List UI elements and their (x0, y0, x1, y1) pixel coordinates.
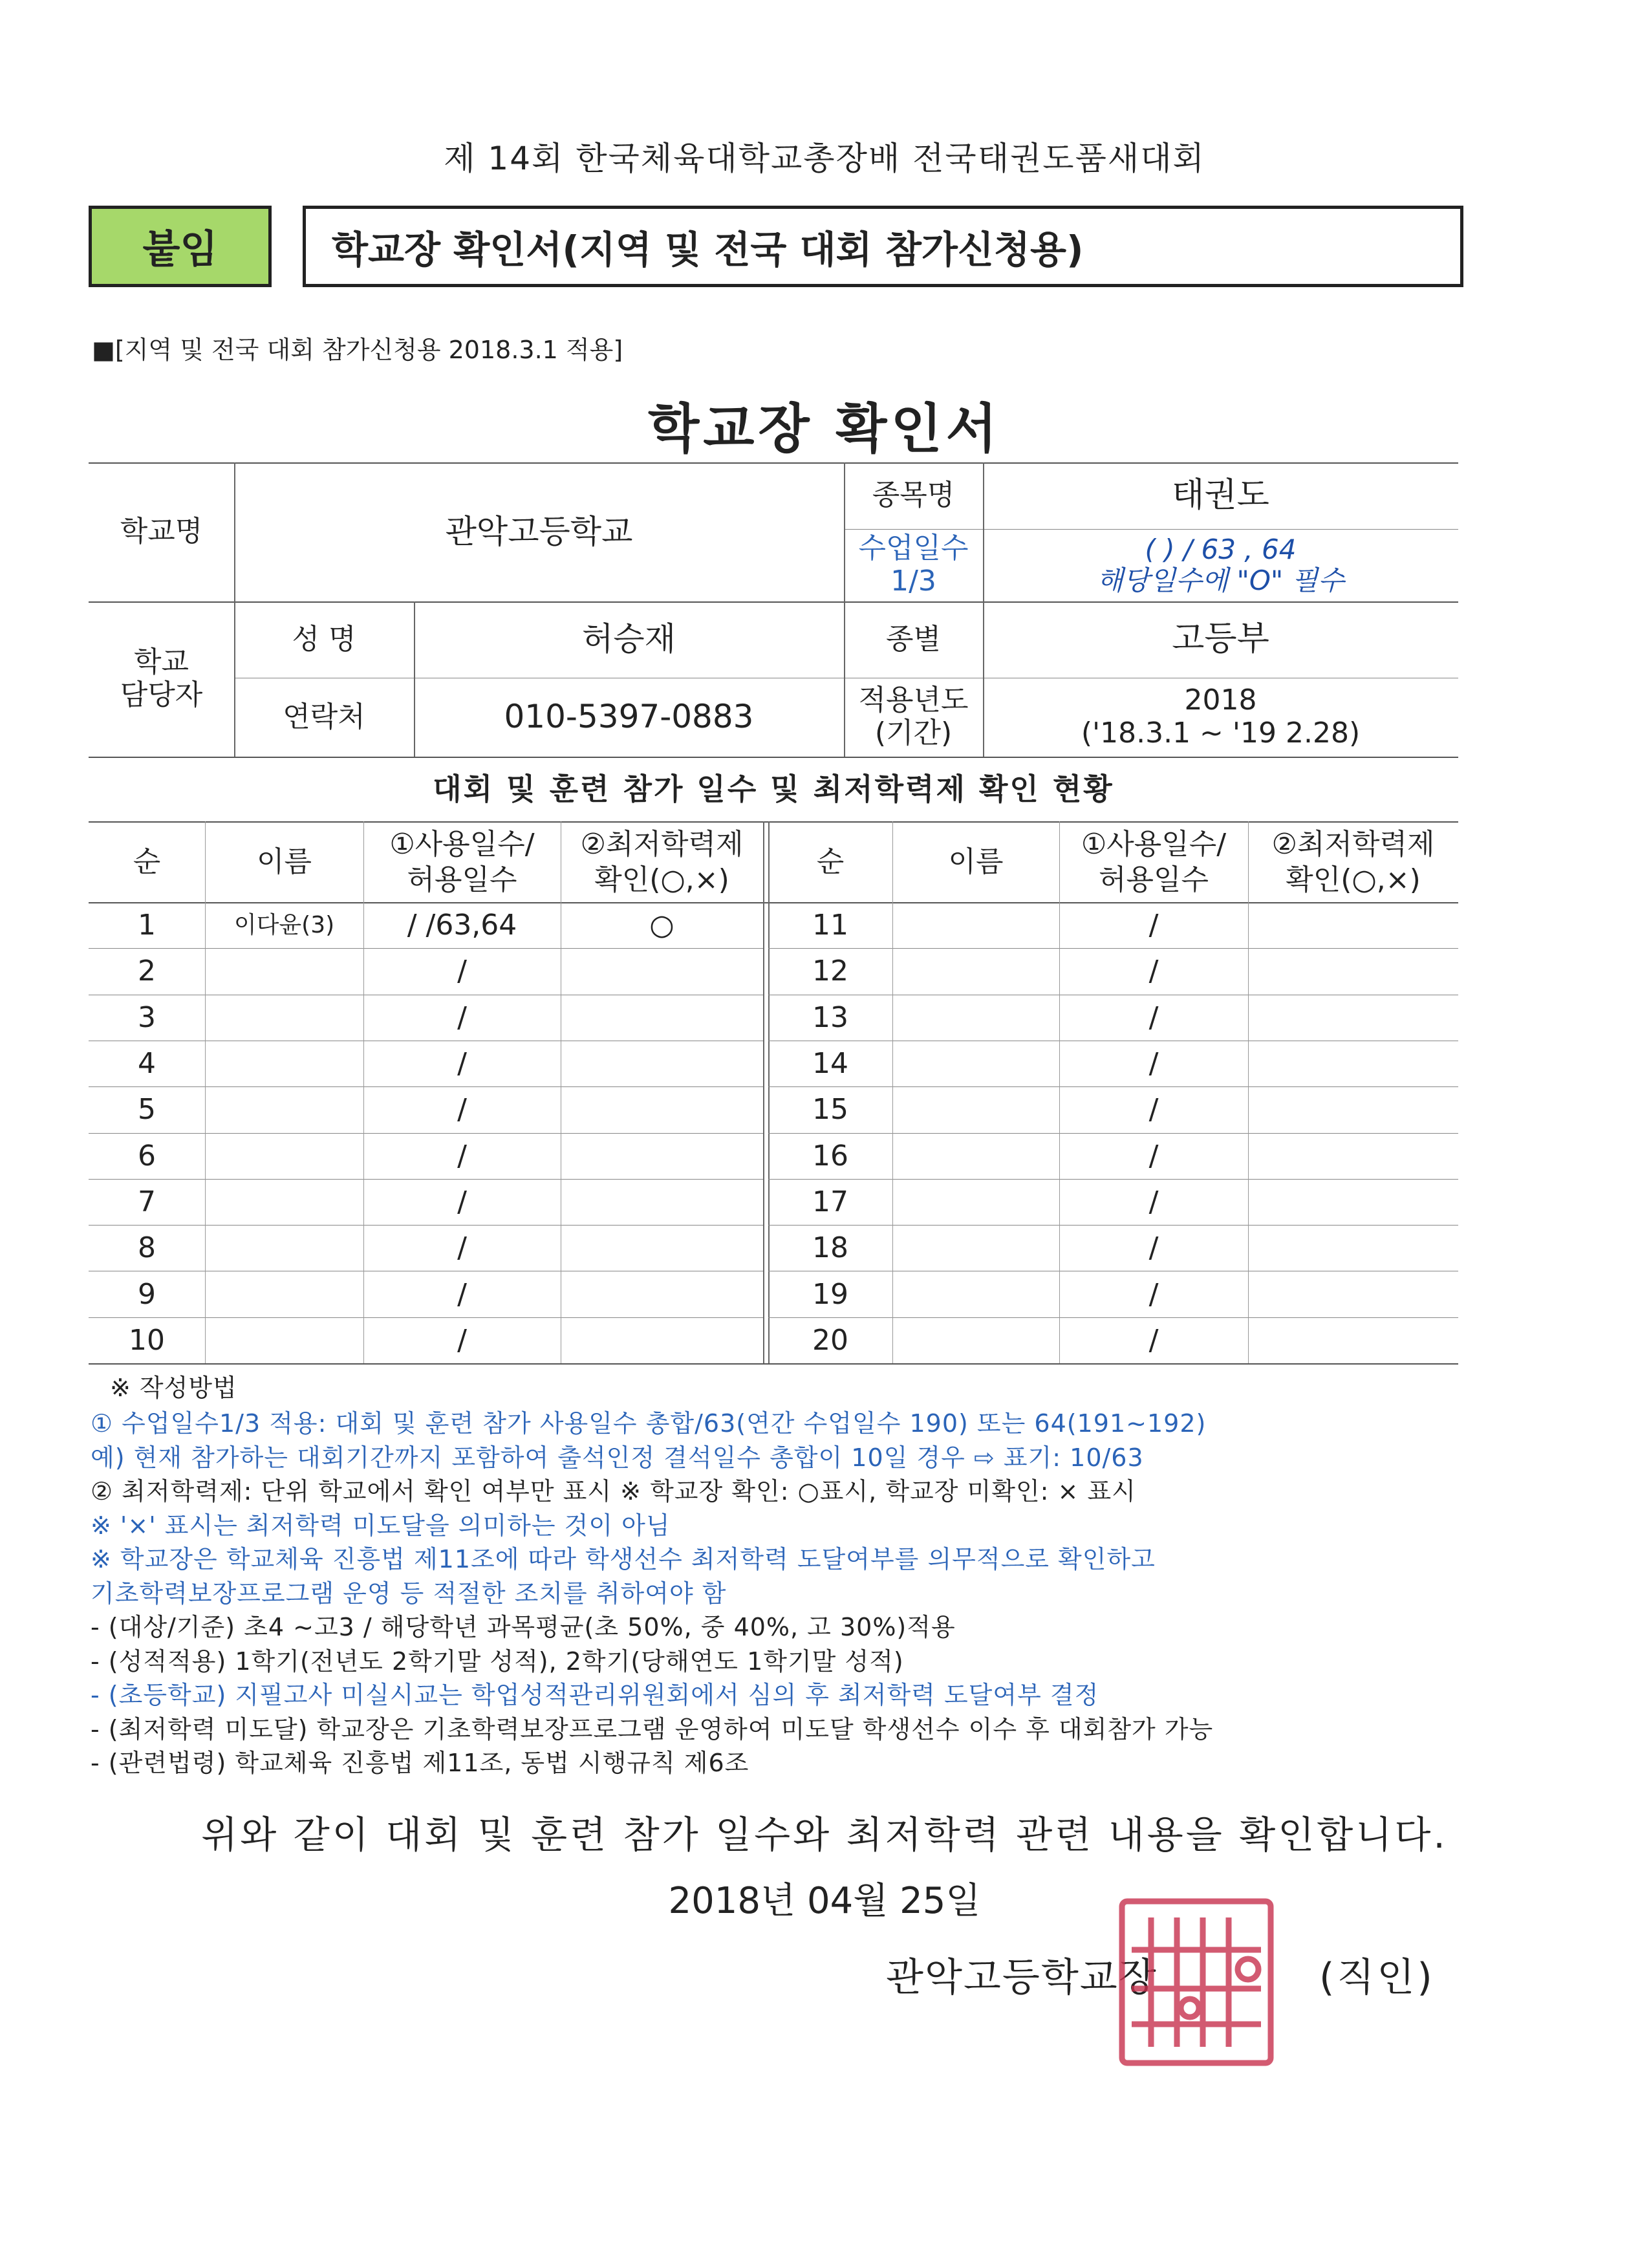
manager-name-value: 허승재 (582, 620, 676, 658)
instruction-line: 기초학력보장프로그램 운영 등 적절한 조치를 취하여야 함 (91, 1579, 727, 1608)
instruction-line: ② 최저학력제: 단위 학교에서 확인 여부만 표시 ※ 학교장 확인: ○표시, 학교장 미확인: × 표시 (91, 1477, 1136, 1506)
official-seal (1112, 1892, 1280, 2073)
row-left-2-check (561, 948, 763, 994)
header-days-line1: ①사용일수/ (389, 827, 535, 861)
division-value: 고등부 (1172, 620, 1269, 659)
contact-value: 010-5397-0883 (504, 698, 754, 736)
row-right-7-no: 17 (812, 1185, 848, 1218)
year-label (844, 678, 983, 757)
row-left-1-no: 1 (138, 909, 156, 942)
row-left-7-name (205, 1179, 363, 1225)
row-left-6-no: 6 (138, 1139, 156, 1172)
row-left-9-check (561, 1271, 763, 1317)
row-left-7-days: / (457, 1185, 467, 1218)
row-right-7-days: / (1148, 1185, 1159, 1218)
row-right-8-check (1248, 1225, 1458, 1271)
row-left-5-check (561, 1086, 763, 1132)
row-left-1-days: / /63,64 (407, 909, 517, 942)
class-days-label-line2: 1/3 (890, 565, 936, 598)
row-left-9-no: 9 (138, 1277, 156, 1311)
manager-label-line2: 담당자 (120, 678, 203, 711)
instruction-line: - (대상/기준) 초4 ~고3 / 해당학년 과목평균(초 50%, 중 40%, 고 30%)적용 (91, 1613, 956, 1641)
class-days-allowed: ( ) / 63 , 64 (1145, 533, 1297, 565)
row-right-3-days: / (1148, 1000, 1159, 1034)
row-right-2-name (892, 948, 1059, 994)
row-right-4-name (892, 1041, 1059, 1086)
header-check-line2: 확인(○,×) (1286, 863, 1421, 896)
class-days-label-line1: 수업일수 (858, 532, 969, 565)
row-left-8-name (205, 1225, 363, 1271)
row-right-1-no: 11 (812, 909, 848, 942)
header-check-line1: ②최저학력제 (580, 827, 744, 861)
contact-label: 연락처 (283, 700, 365, 733)
sport-label: 종목명 (872, 479, 955, 512)
header-check-left (561, 821, 763, 902)
instruction-line: - (관련법령) 학교체육 진흥법 제11조, 동법 시행규칙 제6조 (91, 1749, 749, 1777)
row-right-6-days: / (1148, 1139, 1159, 1172)
row-left-1-check: ○ (649, 909, 674, 942)
row-left-2-name (205, 948, 363, 994)
row-left-3-days: / (457, 1000, 467, 1034)
row-right-7-name (892, 1179, 1059, 1225)
instruction-line: - (초등학교) 지필고사 미실시교는 학업성적관리위원회에서 심의 후 최저학력 도달여부 결정 (91, 1681, 1099, 1709)
principal-signature: 관악고등학교장 (886, 1955, 1158, 2000)
row-left-5-no: 5 (138, 1093, 156, 1127)
instruction-line: ① 수업일수1/3 적용: 대회 및 훈련 참가 사용일수 총합/63(연간 수업일수 190) 또는 64(191~192) (91, 1409, 1207, 1438)
class-days-value (983, 529, 1458, 601)
sport-value: 태권도 (1172, 475, 1269, 515)
row-right-5-days: / (1148, 1093, 1159, 1127)
row-left-2-no: 2 (138, 955, 156, 988)
row-right-8-days: / (1148, 1231, 1159, 1265)
row-right-6-check (1248, 1133, 1458, 1179)
row-left-8-no: 8 (138, 1231, 156, 1265)
row-right-8-no: 18 (812, 1231, 848, 1265)
row-right-2-days: / (1148, 955, 1159, 988)
header-days-right (1059, 821, 1248, 902)
form-title: 학교장 확인서(지역 및 전국 대회 참가신청용) (303, 206, 1463, 287)
event-title: 제 14회 한국체육대학교총장배 전국태권도품새대회 (444, 140, 1205, 177)
header-name-right: 이름 (948, 845, 1004, 878)
year-value (983, 678, 1458, 757)
instructions-heading: ※ 작성방법 (110, 1374, 237, 1402)
row-right-6-no: 16 (812, 1139, 848, 1172)
row-right-1-name (892, 902, 1059, 948)
instruction-line: ※ '×' 표시는 최저학력 미도달을 의미하는 것이 아님 (91, 1511, 671, 1540)
row-right-4-no: 14 (812, 1047, 848, 1081)
row-left-5-days: / (457, 1093, 467, 1127)
row-left-7-no: 7 (138, 1185, 156, 1218)
row-left-6-check (561, 1133, 763, 1179)
header-days-line2: 허용일수 (407, 863, 517, 896)
row-left-4-no: 4 (138, 1047, 156, 1081)
manager-label-line1: 학교 (133, 645, 189, 679)
row-right-1-check (1248, 902, 1458, 948)
year-value-line2: ('18.3.1 ~ '19 2.28) (1081, 717, 1361, 750)
row-left-3-name (205, 995, 363, 1041)
seal-label: (직인) (1319, 1955, 1435, 2000)
row-right-3-name (892, 995, 1059, 1041)
row-right-1-days: / (1148, 909, 1159, 942)
row-right-10-check (1248, 1317, 1458, 1363)
header-check-line2: 확인(○,×) (594, 863, 729, 896)
header-days-left (363, 821, 561, 902)
form-heading: 학교장 확인서 (648, 398, 1001, 460)
row-right-5-no: 15 (812, 1093, 848, 1127)
row-right-3-check (1248, 995, 1458, 1041)
manager-label (89, 601, 234, 757)
row-right-10-no: 20 (812, 1323, 848, 1357)
row-left-4-days: / (457, 1047, 467, 1081)
confirmation-statement: 위와 같이 대회 및 훈련 참가 일수와 최저학력 관련 내용을 확인합니다. (201, 1813, 1448, 1857)
row-left-3-check (561, 995, 763, 1041)
row-right-10-days: / (1148, 1323, 1159, 1357)
row-right-3-no: 13 (812, 1000, 848, 1034)
row-left-1-name: 이다윤(3) (233, 912, 335, 939)
year-value-line1: 2018 (1184, 684, 1257, 717)
issue-date: 2018년 04월 25일 (668, 1880, 981, 1922)
class-days-note: 해당일수에 "O" 필수 (1097, 565, 1344, 596)
row-right-7-check (1248, 1179, 1458, 1225)
header-no-left: 순 (133, 845, 161, 878)
row-left-8-check (561, 1225, 763, 1271)
instruction-line: 예) 현재 참가하는 대회기간까지 포함하여 출석인정 결석일수 총합이 10일 경우 ⇨ 표기: 10/63 (91, 1443, 1144, 1472)
row-left-10-name (205, 1317, 363, 1363)
header-days-line1: ①사용일수/ (1081, 827, 1227, 861)
school-name-label: 학교명 (120, 515, 203, 548)
header-name-left: 이름 (256, 845, 312, 878)
row-left-7-check (561, 1179, 763, 1225)
row-left-9-name (205, 1271, 363, 1317)
row-right-2-check (1248, 948, 1458, 994)
participation-title: 대회 및 훈련 참가 일수 및 최저학력제 확인 현황 (433, 771, 1114, 806)
row-left-4-check (561, 1041, 763, 1086)
row-left-2-days: / (457, 955, 467, 988)
school-name-value: 관악고등학교 (445, 512, 633, 550)
row-right-9-check (1248, 1271, 1458, 1317)
row-left-9-days: / (457, 1277, 467, 1311)
row-right-6-name (892, 1133, 1059, 1179)
row-left-3-no: 3 (138, 1000, 156, 1034)
row-right-5-name (892, 1086, 1059, 1132)
row-right-4-check (1248, 1041, 1458, 1086)
row-left-6-days: / (457, 1139, 467, 1172)
year-label-line2: (기간) (874, 717, 953, 750)
header-check-right (1248, 821, 1458, 902)
row-left-8-days: / (457, 1231, 467, 1265)
instruction-line: - (성적적용) 1학기(전년도 2학기말 성적), 2학기(당해연도 1학기말 성적) (91, 1647, 904, 1676)
row-left-4-name (205, 1041, 363, 1086)
row-right-4-days: / (1148, 1047, 1159, 1081)
row-left-5-name (205, 1086, 363, 1132)
class-days-label (844, 529, 983, 601)
form-note: ■[지역 및 전국 대회 참가신청용 2018.3.1 적용] (92, 336, 623, 364)
instruction-line: - (최저학력 미도달) 학교장은 기초학력보장프로그램 운영하여 미도달 학생선수 이수 후 대회참가 가능 (91, 1714, 1214, 1744)
instruction-line: ※ 학교장은 학교체육 진흥법 제11조에 따라 학생선수 최저학력 도달여부를 의무적으로 확인하고 (91, 1545, 1156, 1573)
row-left-10-days: / (457, 1323, 467, 1357)
division-label: 종별 (885, 622, 941, 656)
header-no-right: 순 (816, 845, 845, 878)
row-right-9-no: 19 (812, 1277, 848, 1311)
attachment-badge: 붙임 (89, 206, 272, 287)
header-check-line1: ②최저학력제 (1271, 827, 1435, 861)
row-right-10-name (892, 1317, 1059, 1363)
row-right-8-name (892, 1225, 1059, 1271)
row-right-2-no: 12 (812, 955, 848, 988)
row-left-10-check (561, 1317, 763, 1363)
year-label-line1: 적용년도 (858, 684, 969, 717)
row-right-9-name (892, 1271, 1059, 1317)
row-left-6-name (205, 1133, 363, 1179)
header-days-line2: 허용일수 (1098, 863, 1209, 896)
row-right-5-check (1248, 1086, 1458, 1132)
row-left-10-no: 10 (129, 1323, 165, 1357)
row-right-9-days: / (1148, 1277, 1159, 1311)
manager-name-label: 성 명 (292, 622, 356, 656)
